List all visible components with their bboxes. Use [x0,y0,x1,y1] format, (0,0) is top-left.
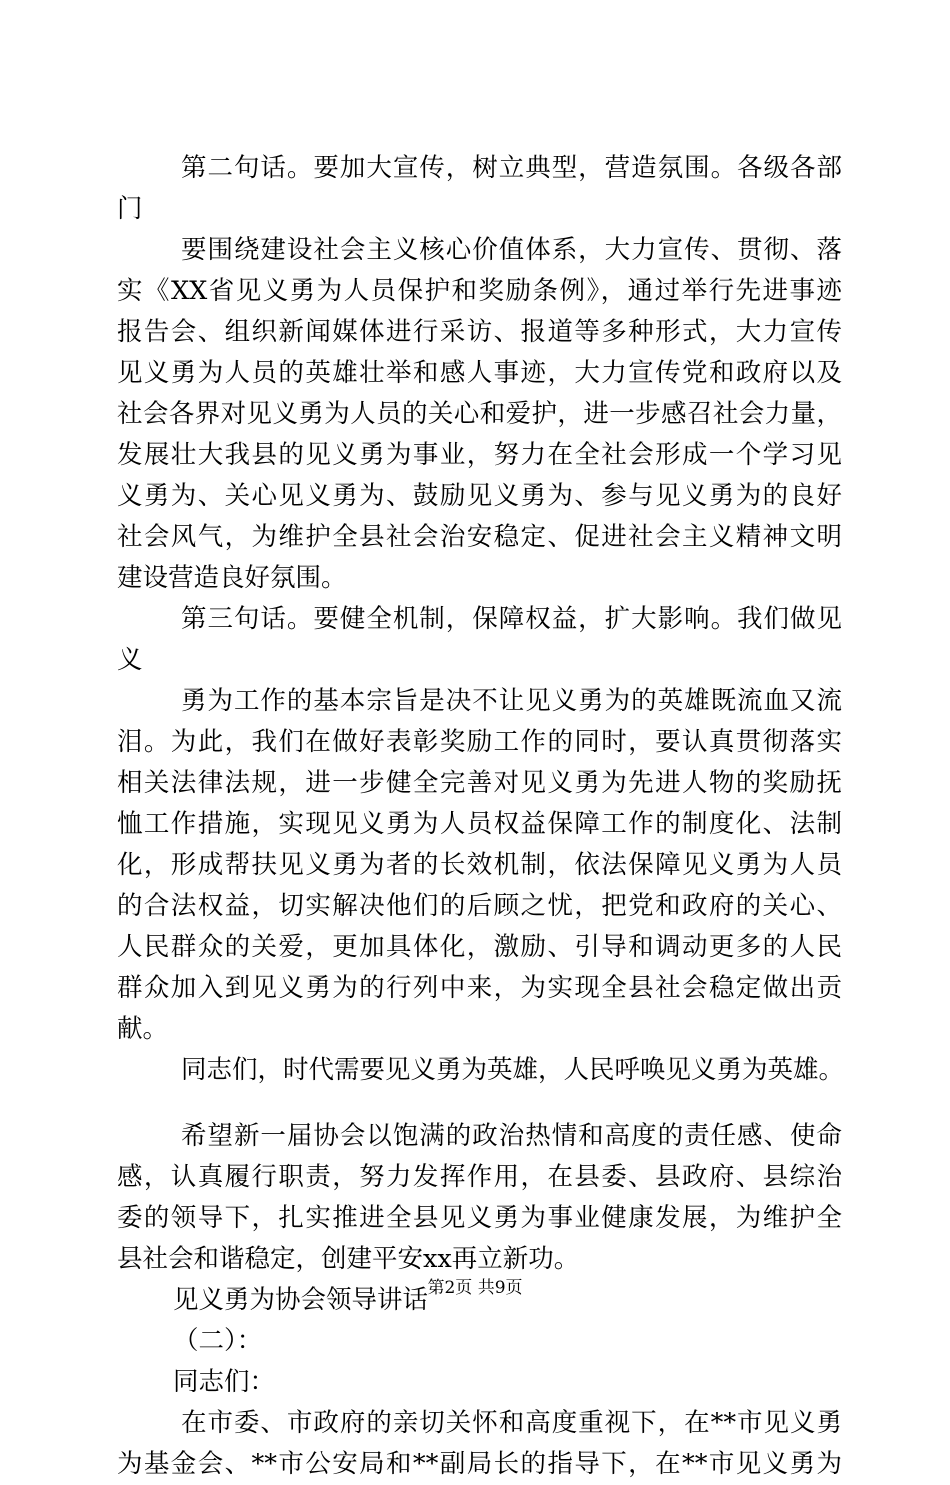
text-line: 第二句话。要加大宣传，树立典型，营造氛围。各级各部 [181,153,842,183]
text-line: 见义勇为人员的英雄壮举和感人事迹，大力宣传党和政府以及 [117,358,842,388]
text-line: 报告会、组织新闻媒体进行采访、报道等多种形式，大力宣传 [117,317,842,347]
paragraph [117,1050,845,1091]
paragraph [117,148,842,230]
text-line: 泪。为此，我们在做好表彰奖励工作的同时，要认真贯彻落实 [117,727,842,757]
text-line: 见义勇为协会领导讲话 [173,1285,429,1315]
salutation [117,1362,842,1403]
text-line: 恤工作措施，实现见义勇为人员权益保障工作的制度化、法制 [117,809,842,839]
text-line: 社会各界对见义勇为人员的关心和爱护，进一步感召社会力量， [117,399,842,429]
text-line: 第三句话。要健全机制，保障权益，扩大影响。我们做见 [181,604,842,634]
section-subtitle [117,1321,842,1362]
text-line: 同志们： [173,1367,276,1397]
paragraph [117,230,842,599]
text-line: 建设营造良好氛围。 [117,563,347,593]
text-line: 化，形成帮扶见义勇为者的长效机制，依法保障见义勇为人员 [117,850,842,880]
text-line: （二）： [173,1326,263,1356]
page-number-footer: 第2页 共9页 [427,1278,523,1298]
paragraph [117,1116,842,1280]
text-line: 为基金会、**市公安局和**副局长的指导下，在**市见义勇为 [117,1449,842,1479]
text-line: 发展壮大我县的见义勇为事业，努力在全社会形成一个学习见 [117,440,842,470]
text-line: 门 [117,194,143,224]
paragraph [117,1403,842,1485]
text-line: 社会风气，为维护全县社会治安稳定、促进社会主义精神文明 [117,522,842,552]
text-line: 义 [117,645,143,675]
text-line: 的合法权益，切实解决他们的后顾之忧，把党和政府的关心、 [117,891,842,921]
text-line: 义勇为、关心见义勇为、鼓励见义勇为、参与见义勇为的良好 [117,481,842,511]
text-line: 同志们，时代需要见义勇为英雄，人民呼唤见义勇为英雄。 [181,1055,845,1085]
text-line: 实《XX省见义勇为人员保护和奖励条例》，通过举行先进事迹 [117,276,842,306]
text-line: 群众加入到见义勇为的行列中来，为实现全县社会稳定做出贡 [117,973,842,1003]
text-line: 感，认真履行职责，努力发挥作用，在县委、县政府、县综治 [117,1162,842,1192]
text-line: 相关法律法规，进一步健全完善对见义勇为先进人物的奖励抚 [117,768,842,798]
paragraph [117,681,842,1050]
paragraph [117,599,842,681]
text-line: 委的领导下，扎实推进全县见义勇为事业健康发展，为维护全 [117,1203,842,1233]
text-line: 希望新一届协会以饱满的政治热情和高度的责任感、使命 [181,1121,842,1151]
text-line: 要围绕建设社会主义核心价值体系，大力宣传、贯彻、落 [181,235,842,265]
text-line: 勇为工作的基本宗旨是决不让见义勇为的英雄既流血又流 [181,686,842,716]
paragraph-gap [117,1091,842,1116]
text-line: 人民群众的关爱，更加具体化，激励、引导和调动更多的人民 [117,932,842,962]
text-line: 献。 [117,1014,169,1044]
text-line: 县社会和谐稳定，创建平安xx再立新功。 [117,1244,580,1274]
text-line: 在市委、市政府的亲切关怀和高度重视下，在**市见义勇 [181,1408,842,1438]
